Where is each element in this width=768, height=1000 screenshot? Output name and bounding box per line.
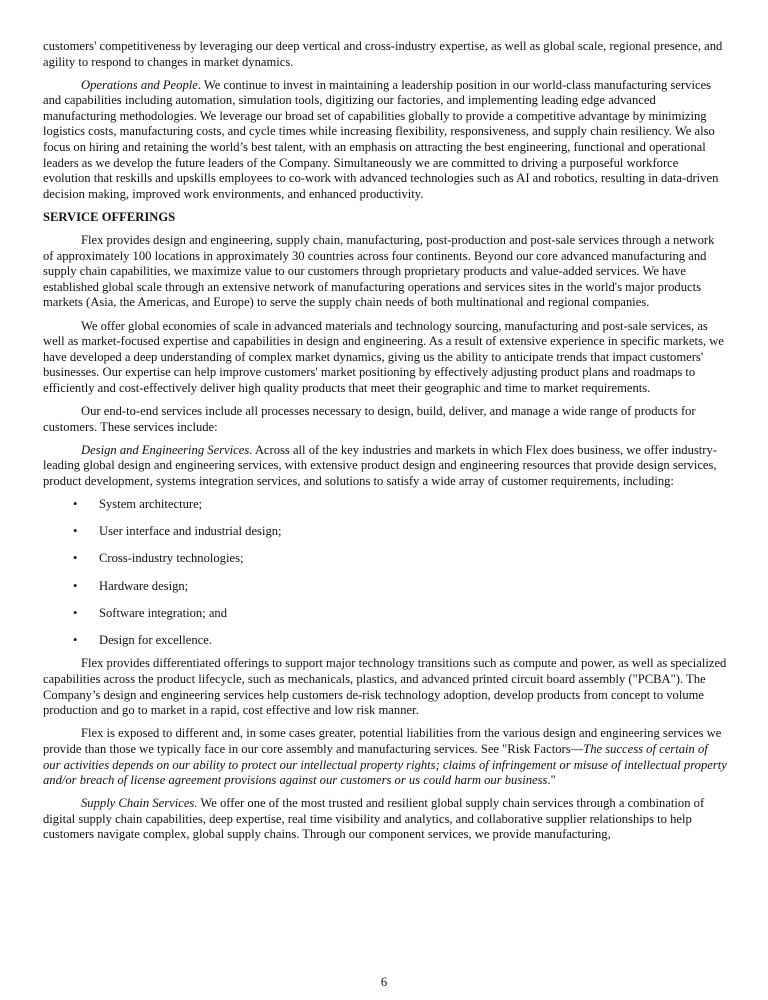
list-item — [43, 606, 727, 622]
paragraph-text: customers' competitiveness by leveraging our deep vertical and cross-industry expertise, as well as global scale, regional presence, and agility to respond to changes in market dynamics. — [43, 39, 723, 69]
bullet-icon: • — [73, 551, 78, 566]
section-heading-service-offerings: SERVICE OFFERINGS — [43, 209, 176, 224]
paragraph-text: We offer global economies of scale in advanced materials and technology sourcing, manufacturing and post-sale services, as well as market-focused expertise and capabilities in design and engineering. As a result of extensive experience in specific markets, we have developed a deep understanding of complex market dynamics, giving us the ability to anticipate trends that impact customers' businesses. Our expertise can help improve customers' market positioning by effectively adjusting product plans and roadmaps to efficiently and cost-effectively deliver high quality products that meet their geographic and time to market requirements. — [43, 318, 724, 395]
paragraph-liabilities — [43, 726, 727, 788]
run-in-heading: Supply Chain Services. — [81, 796, 198, 811]
list-item — [43, 497, 727, 513]
list-item — [43, 524, 727, 540]
list-item-text: Software integration; and — [99, 605, 227, 620]
list-item — [43, 633, 727, 649]
paragraph-text: Flex provides differentiated offerings to support major technology transitions such as compute and power, as well as specialized capabilities across the product lifecycle, such as mechanicals, plastics, and advanced printed circuit board assembly ("PCBA"). The Company’s design and engineering services help customers de-risk technology adoption, develop products from concept to volume production and go to market in a rapid, cost effective and low risk manner. — [43, 656, 727, 718]
run-in-heading: Design and Engineering Services — [81, 442, 250, 457]
run-in-heading: Operations and People — [81, 77, 198, 92]
list-item-text: Hardware design; — [99, 578, 189, 593]
page-number: 6 — [380, 975, 388, 989]
list-item — [43, 579, 727, 595]
bullet-icon: • — [73, 496, 78, 511]
design-services-list — [43, 497, 727, 649]
bullet-icon: • — [73, 578, 78, 593]
paragraph-text: Flex provides design and engineering, supply chain, manufacturing, post-production and post-sale services through a network of approximately 100 locations in approximately 30 countries across four continents. Beyond our core advanced manufacturing and supply chain capabilities, we maximize value to our customers through proprietary products and value-added services. We have established global scale through an extensive network of manufacturing operations and services sites in the world's major products markets (Asia, the Americas, and Europe) to serve the supply chain needs of both multinational and regional companies. — [43, 233, 715, 310]
list-item — [43, 551, 727, 567]
risk-factor-reference: The success of certain of our activities depends on our ability to protect our intellectual property rights; claims of infringement or misuse of intellectual property and/or breach of license agreement provisions against our customers or us could harm our business — [43, 741, 727, 788]
paragraph-end-to-end — [43, 404, 727, 435]
paragraph-economies-of-scale — [43, 319, 727, 397]
bullet-icon: • — [73, 524, 78, 539]
list-item-text: User interface and industrial design; — [99, 524, 282, 539]
list-item-text: System architecture; — [99, 496, 203, 511]
paragraph-text-end: ." — [547, 773, 556, 788]
paragraph-operations-and-people — [43, 78, 727, 203]
paragraph-design-engineering — [43, 443, 727, 490]
paragraph-text: We offer one of the most trusted and resilient global supply chain services through a combination of digital supply chain capabilities, deep expertise, real time visibility and analytics, and collaborative supplier relationships to help customers navigate complex, global supply chains. Through our component services, we provide manufacturing, — [43, 796, 705, 842]
bullet-icon: • — [73, 605, 78, 620]
paragraph-text: Flex is exposed to different and, in some cases greater, potential liabilities from the various design and engineering services we provide than those we typically face in our core assembly and manufacturing services. See "Risk Factors— — [43, 726, 722, 756]
paragraph-differentiated-offerings — [43, 656, 727, 718]
paragraph-intro-continued — [43, 39, 727, 70]
list-item-text: Design for excellence. — [99, 632, 212, 647]
paragraph-supply-chain — [43, 796, 727, 843]
paragraph-text: . Across all of the key industries and markets in which Flex does business, we offer industry-leading global design and engineering services, with extensive product design and engineering resources that provide design services, product development, systems integration services, and solutions to satisfy a wide array of customer requirements, including: — [43, 442, 717, 488]
paragraph-text: Our end-to-end services include all processes necessary to design, build, deliver, and manage a wide range of products for customers. These services include: — [43, 403, 696, 434]
paragraph-network — [43, 233, 727, 311]
bullet-icon: • — [73, 632, 78, 647]
document-page — [43, 39, 727, 851]
paragraph-text: . We continue to invest in maintaining a leadership position in our world-class manufacturing services and capabilities including automation, simulation tools, digitizing our factories, and implementing leading edge advanced manufacturing methodologies. We leverage our broad set of capabilities globally to provide a competitive advantage by minimizing logistics costs, manufacturing costs, and cycle times while increasing flexibility, responsiveness, and supply chain resiliency. We also focus on hiring and retaining the world’s best talent, with an emphasis on attracting the best engineering, functional and operational leaders as we develop the future leaders of the Company. Simultaneously we are committed to driving a purposeful workforce evolution that reskills and upskills employees to co-work with advanced technologies such as AI and robotics, resulting in data-driven decision making, improved work environments, and enhanced productivity. — [43, 77, 719, 201]
list-item-text: Cross-industry technologies; — [99, 551, 244, 566]
